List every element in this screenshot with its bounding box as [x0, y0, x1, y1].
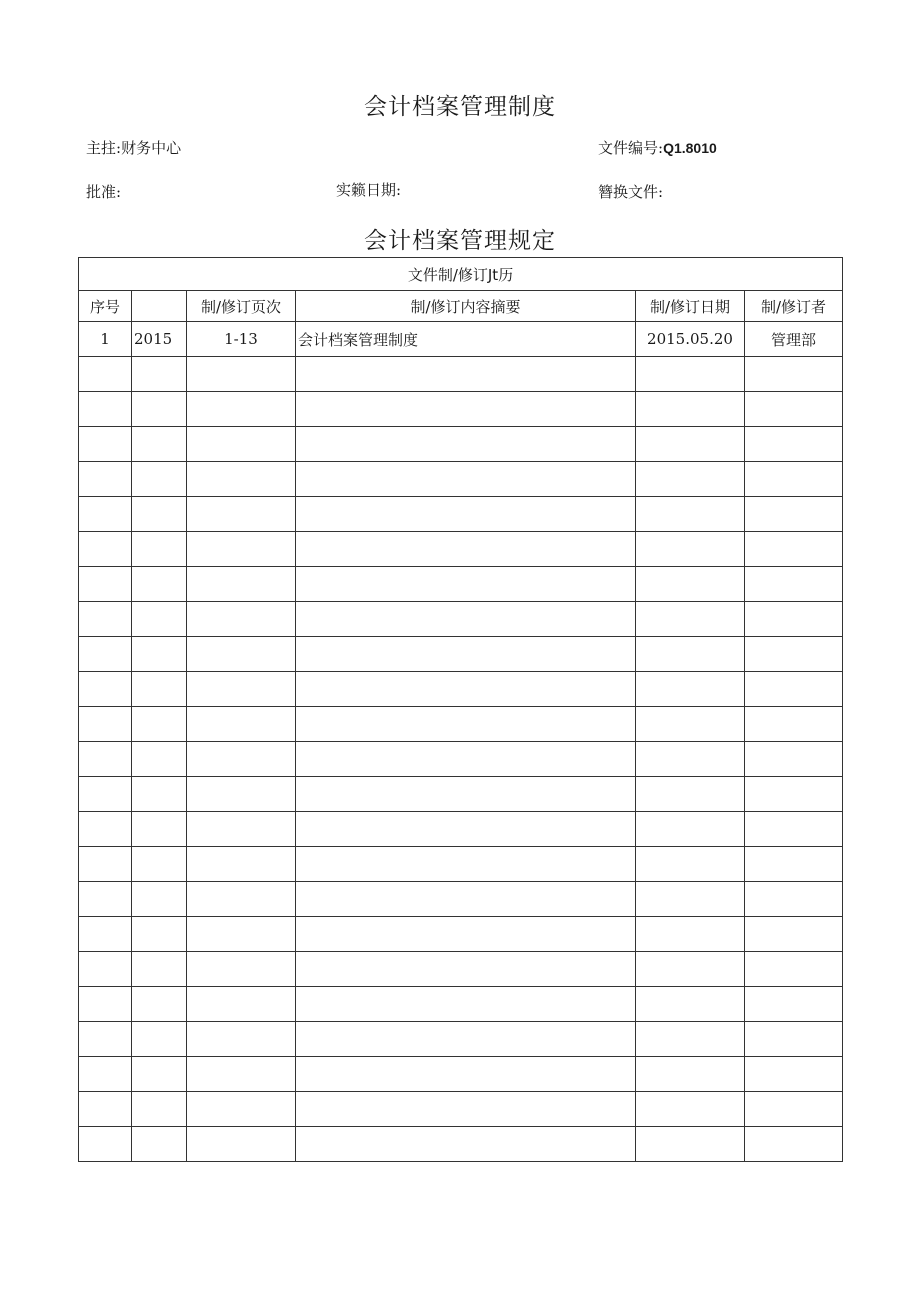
cell-date — [636, 707, 745, 742]
cell-date — [636, 1022, 745, 1057]
cell-summary — [296, 952, 636, 987]
cell-seq — [79, 707, 132, 742]
table-row — [79, 602, 843, 637]
cell-reviser — [745, 602, 843, 637]
cell-reviser — [745, 707, 843, 742]
cell-year — [132, 707, 187, 742]
table-row — [79, 917, 843, 952]
cell-reviser — [745, 742, 843, 777]
table-row — [79, 882, 843, 917]
cell-pages — [187, 532, 296, 567]
cell-date — [636, 357, 745, 392]
cell-pages — [187, 637, 296, 672]
cell-seq: 1 — [79, 322, 132, 357]
cell-reviser — [745, 987, 843, 1022]
cell-pages — [187, 392, 296, 427]
cell-reviser — [745, 392, 843, 427]
cell-summary — [296, 1057, 636, 1092]
cell-date — [636, 742, 745, 777]
table-caption-row — [79, 258, 843, 291]
cell-date — [636, 882, 745, 917]
cell-year — [132, 1022, 187, 1057]
cell-pages — [187, 1022, 296, 1057]
header-pages: 制/修订页次 — [187, 291, 296, 322]
cell-seq — [79, 567, 132, 602]
cell-summary — [296, 1092, 636, 1127]
cell-summary — [296, 707, 636, 742]
cell-summary — [296, 777, 636, 812]
cell-reviser — [745, 637, 843, 672]
cell-summary — [296, 742, 636, 777]
cell-reviser — [745, 1127, 843, 1162]
cell-pages — [187, 462, 296, 497]
table-row — [79, 497, 843, 532]
table-row — [79, 392, 843, 427]
cell-pages — [187, 357, 296, 392]
cell-year — [132, 847, 187, 882]
cell-seq — [79, 462, 132, 497]
cell-date — [636, 1127, 745, 1162]
cell-date — [636, 672, 745, 707]
cell-summary — [296, 462, 636, 497]
cell-reviser — [745, 847, 843, 882]
table-header-row — [79, 291, 843, 322]
cell-year — [132, 392, 187, 427]
cell-summary — [296, 392, 636, 427]
cell-seq — [79, 637, 132, 672]
table-caption: 文件制/修订Jt历 — [79, 258, 843, 291]
cell-summary: 会计档案管理制度 — [296, 322, 636, 357]
cell-year — [132, 812, 187, 847]
cell-pages: 1-13 — [187, 322, 296, 357]
cell-summary — [296, 637, 636, 672]
cell-reviser — [745, 427, 843, 462]
header-year — [132, 291, 187, 322]
cell-year — [132, 532, 187, 567]
cell-year — [132, 777, 187, 812]
table-row — [79, 1057, 843, 1092]
cell-date — [636, 462, 745, 497]
cell-date — [636, 987, 745, 1022]
cell-summary — [296, 1022, 636, 1057]
cell-summary — [296, 602, 636, 637]
cell-reviser — [745, 567, 843, 602]
section-title: 会计档案管理规定 — [364, 228, 556, 254]
cell-pages — [187, 1127, 296, 1162]
cell-pages — [187, 707, 296, 742]
cell-pages — [187, 1057, 296, 1092]
table-row — [79, 777, 843, 812]
cell-pages — [187, 1092, 296, 1127]
table-row — [79, 1092, 843, 1127]
cell-date — [636, 1057, 745, 1092]
cell-summary — [296, 357, 636, 392]
cell-summary — [296, 497, 636, 532]
cell-reviser — [745, 532, 843, 567]
cell-date — [636, 497, 745, 532]
cell-date — [636, 847, 745, 882]
cell-seq — [79, 1092, 132, 1127]
table-row — [79, 427, 843, 462]
table-row — [79, 532, 843, 567]
owner-value: 财务中心 — [121, 139, 182, 157]
cell-seq — [79, 602, 132, 637]
cell-date — [636, 1092, 745, 1127]
cell-date — [636, 602, 745, 637]
cell-summary — [296, 812, 636, 847]
cell-summary — [296, 847, 636, 882]
cell-pages — [187, 497, 296, 532]
cell-date — [636, 777, 745, 812]
cell-pages — [187, 742, 296, 777]
table-row — [79, 322, 843, 357]
cell-pages — [187, 672, 296, 707]
table-row — [79, 1127, 843, 1162]
table-row — [79, 707, 843, 742]
doc-number-value: Q1.8010 — [663, 140, 717, 156]
table-row — [79, 637, 843, 672]
cell-pages — [187, 812, 296, 847]
doc-number-field — [598, 137, 717, 158]
cell-date — [636, 917, 745, 952]
cell-date — [636, 567, 745, 602]
cell-year — [132, 637, 187, 672]
cell-year: 2015 — [132, 322, 187, 357]
cell-year — [132, 427, 187, 462]
replace-file-field — [598, 181, 663, 202]
cell-reviser — [745, 882, 843, 917]
cell-date — [636, 392, 745, 427]
table-row — [79, 742, 843, 777]
effective-date-label: 实籁日期: — [336, 181, 402, 199]
cell-summary — [296, 427, 636, 462]
cell-seq — [79, 392, 132, 427]
cell-seq — [79, 742, 132, 777]
document-title: 会计档案管理制度 — [364, 94, 556, 120]
cell-date — [636, 427, 745, 462]
cell-date — [636, 637, 745, 672]
cell-pages — [187, 602, 296, 637]
revision-history-table — [78, 257, 843, 1162]
cell-reviser: 管理部 — [745, 322, 843, 357]
cell-seq — [79, 917, 132, 952]
table-row — [79, 952, 843, 987]
cell-summary — [296, 532, 636, 567]
table-row — [79, 1022, 843, 1057]
cell-pages — [187, 882, 296, 917]
cell-reviser — [745, 1022, 843, 1057]
cell-pages — [187, 777, 296, 812]
header-date: 制/修订日期 — [636, 291, 745, 322]
cell-year — [132, 882, 187, 917]
header-seq: 序号 — [79, 291, 132, 322]
table-row — [79, 672, 843, 707]
cell-year — [132, 357, 187, 392]
cell-year — [132, 602, 187, 637]
cell-seq — [79, 777, 132, 812]
cell-seq — [79, 532, 132, 567]
table-row — [79, 462, 843, 497]
cell-summary — [296, 1127, 636, 1162]
cell-year — [132, 672, 187, 707]
cell-reviser — [745, 812, 843, 847]
replace-file-label: 簪换文件: — [598, 183, 664, 201]
cell-seq — [79, 987, 132, 1022]
table-row — [79, 567, 843, 602]
cell-seq — [79, 847, 132, 882]
cell-year — [132, 742, 187, 777]
cell-year — [132, 1057, 187, 1092]
cell-date: 2015.05.20 — [636, 322, 745, 357]
cell-summary — [296, 672, 636, 707]
table-row — [79, 987, 843, 1022]
approve-field — [86, 181, 121, 202]
cell-reviser — [745, 497, 843, 532]
cell-year — [132, 462, 187, 497]
cell-year — [132, 497, 187, 532]
cell-summary — [296, 882, 636, 917]
cell-date — [636, 952, 745, 987]
cell-reviser — [745, 1092, 843, 1127]
cell-seq — [79, 357, 132, 392]
doc-number-label: 文件编号: — [598, 139, 664, 157]
table-row — [79, 847, 843, 882]
cell-seq — [79, 1127, 132, 1162]
owner-field — [86, 137, 181, 158]
cell-reviser — [745, 462, 843, 497]
cell-pages — [187, 917, 296, 952]
cell-reviser — [745, 1057, 843, 1092]
cell-seq — [79, 1022, 132, 1057]
cell-summary — [296, 987, 636, 1022]
cell-seq — [79, 1057, 132, 1092]
cell-summary — [296, 917, 636, 952]
cell-seq — [79, 427, 132, 462]
cell-pages — [187, 567, 296, 602]
cell-summary — [296, 567, 636, 602]
cell-seq — [79, 812, 132, 847]
cell-reviser — [745, 952, 843, 987]
cell-year — [132, 1092, 187, 1127]
cell-seq — [79, 497, 132, 532]
cell-seq — [79, 952, 132, 987]
header-reviser: 制/修订者 — [745, 291, 843, 322]
cell-date — [636, 812, 745, 847]
header-summary: 制/修订内容摘要 — [296, 291, 636, 322]
cell-pages — [187, 847, 296, 882]
cell-reviser — [745, 357, 843, 392]
cell-seq — [79, 672, 132, 707]
cell-reviser — [745, 917, 843, 952]
cell-year — [132, 567, 187, 602]
owner-label: 主拄: — [86, 139, 122, 157]
table-row — [79, 357, 843, 392]
cell-date — [636, 532, 745, 567]
cell-year — [132, 1127, 187, 1162]
cell-year — [132, 917, 187, 952]
cell-year — [132, 987, 187, 1022]
cell-reviser — [745, 672, 843, 707]
effective-date-field — [336, 179, 401, 200]
cell-pages — [187, 987, 296, 1022]
approve-label: 批准: — [86, 183, 122, 201]
cell-pages — [187, 952, 296, 987]
table-row — [79, 812, 843, 847]
cell-pages — [187, 427, 296, 462]
cell-year — [132, 952, 187, 987]
cell-reviser — [745, 777, 843, 812]
cell-seq — [79, 882, 132, 917]
